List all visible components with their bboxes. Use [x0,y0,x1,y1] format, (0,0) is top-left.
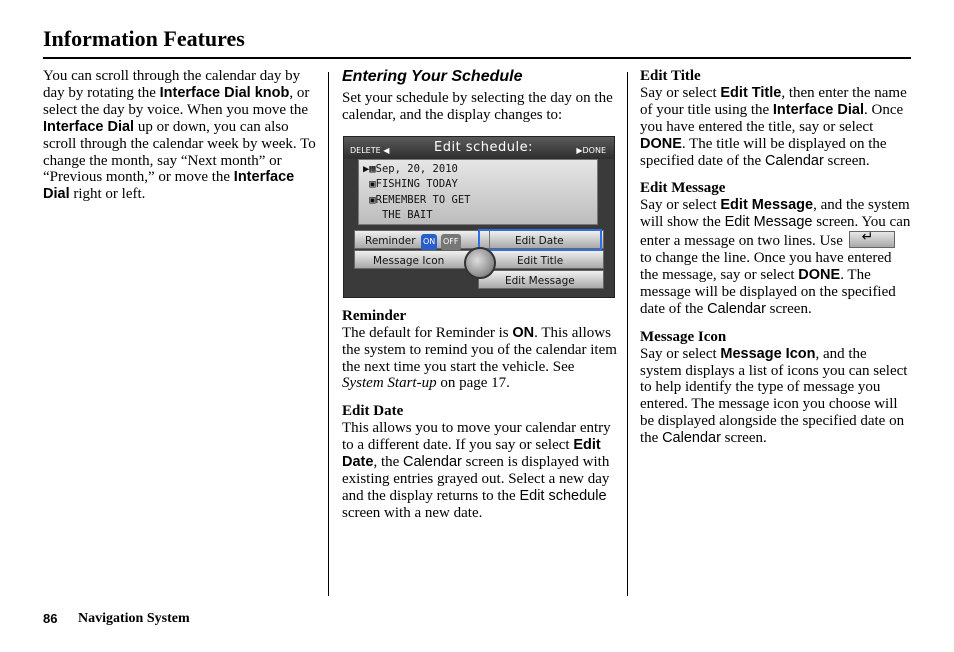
term-done: DONE [798,266,841,283]
screen-done-button[interactable]: ▶DONE [576,145,606,155]
text: screen. [765,300,812,317]
term-calendar: Calendar [403,454,462,471]
text: . The title will be displayed on the specified date of the [640,135,887,169]
page-title: Information Features [43,26,245,51]
term-edit-schedule: Edit schedule [519,487,607,504]
message-icon-heading: Message Icon [640,328,727,345]
intro-paragraph [43,68,318,203]
edit-schedule-screen [343,136,615,298]
column-3 [640,68,912,447]
text: . This allows the system to remind you of the calendar item the next time you start the vehicle. See [342,324,617,375]
text: The default for Reminder is [342,324,513,341]
entry-text: THE BAIT [381,209,433,222]
spacer [342,392,617,403]
reminder-on-toggle[interactable]: ON [421,234,437,251]
text: screen. [823,152,870,169]
edit-message-button[interactable]: Edit Message [505,274,575,287]
footer-label: Navigation System [78,611,190,626]
text: Say or select [640,345,721,362]
text: on page 17. [436,375,510,392]
screen-title: Edit schedule: [434,139,533,155]
screen-button-row-3 [478,270,604,289]
column-divider-1 [328,72,329,596]
reminder-label: Reminder [365,234,416,247]
text: up or down, you can also scroll through the calendar week by week. To change the month, say “Next month” or “Previous month,” or move the [43,118,316,186]
term-calendar: Calendar [764,152,824,169]
term-interface-dial: Interface Dial [43,118,135,135]
term-edit-title: Edit Title [720,84,782,101]
edit-message-paragraph [640,197,912,317]
cursor-arrow-icon: ▶ [363,162,370,175]
term-calendar: Calendar [662,430,721,447]
note-icon: ▣ [369,193,376,206]
edit-message-heading: Edit Message [640,180,726,197]
delete-label: DELETE [350,145,381,155]
entry-row [363,208,597,224]
link-system-start-up[interactable]: System Start-up [342,375,437,392]
page-number: 86 [43,611,58,626]
text: screen with a new date. [342,504,483,521]
entry-text: FISHING TODAY [375,178,458,191]
text: This allows you to move your calendar entry to a different date. If you say or select [342,420,611,454]
term-interface-dial: Interface Dial [772,101,864,118]
text: screen is displayed with existing entries grayed out. Select a new day and the display returns to the [342,454,610,504]
text: screen. [720,430,767,447]
text: . The message will be displayed on the specified date of the [640,266,896,317]
edit-title-heading: Edit Title [640,68,701,84]
text: Say or select [640,197,721,214]
done-label: DONE [582,145,606,155]
text: , and the system displays a list of icons you can select to help identify the type of message you entered. The message icon you choose will be displayed alongside the specified date on the [640,345,908,447]
text: to change the line. Once you have entered the message, say or select [640,250,892,283]
section-heading: Entering Your Schedule [342,68,523,85]
text: Say or select [640,84,721,101]
text: screen. You can enter a message on two lines. Use [640,214,911,250]
spacer [640,318,912,329]
message-icon-paragraph [640,346,912,447]
entry-date: Sep, 20, 2010 [375,162,458,175]
message-icon-button[interactable]: Message Icon [373,254,445,267]
term-calendar: Calendar [707,300,766,317]
entry-text: REMEMBER TO GET [375,193,471,206]
edit-date-button[interactable]: Edit Date [515,234,564,247]
fish-icon: ▣ [369,178,376,191]
schedule-entry-list[interactable] [358,159,598,225]
interface-dial-icon [464,247,496,279]
term-interface-dial-knob: Interface Dial knob [159,84,290,101]
term-done: DONE [640,135,682,152]
section-intro: Set your schedule by selecting the day on the calendar, and the display changes to: [342,90,613,123]
edit-date-heading: Edit Date [342,403,404,420]
screen-header [344,137,614,159]
text: , or select the day by voice. When you move the [43,84,310,118]
enter-key-icon: ↵ [849,231,895,248]
calendar-icon: ▦ [369,162,376,175]
edit-title-button[interactable]: Edit Title [517,254,564,267]
term-edit-message-screen: Edit Message [724,214,813,231]
term-edit-message: Edit Message [720,197,814,214]
term-edit-date: Edit Date [342,437,601,471]
text: , the [373,454,404,471]
term-on: ON [512,324,535,341]
entry-row [363,177,597,193]
column-2 [342,68,617,522]
entry-row [363,193,597,209]
edit-date-paragraph [342,420,617,521]
reminder-paragraph [342,325,617,393]
selection-highlight [478,229,602,251]
screen-delete-button[interactable]: DELETE ◀ [350,145,390,155]
reminder-heading: Reminder [342,307,407,324]
text: right or left. [69,186,146,203]
term-message-icon: Message Icon [720,345,816,362]
entry-date-row [363,162,597,178]
reminder-off-toggle[interactable]: OFF [441,234,461,251]
text: , and the system will show the [640,197,910,231]
term-interface-dial: Interface Dial [43,169,295,203]
edit-title-paragraph [640,85,912,170]
spacer [640,169,912,180]
column-1 [43,68,318,203]
column-divider-2 [627,72,628,596]
title-rule [43,57,911,59]
text: . Once you have entered the title, say or select [640,101,904,135]
text: , then enter the name of your title using the [640,84,907,118]
text: You can scroll through the calendar day by day by rotating the [43,68,301,101]
